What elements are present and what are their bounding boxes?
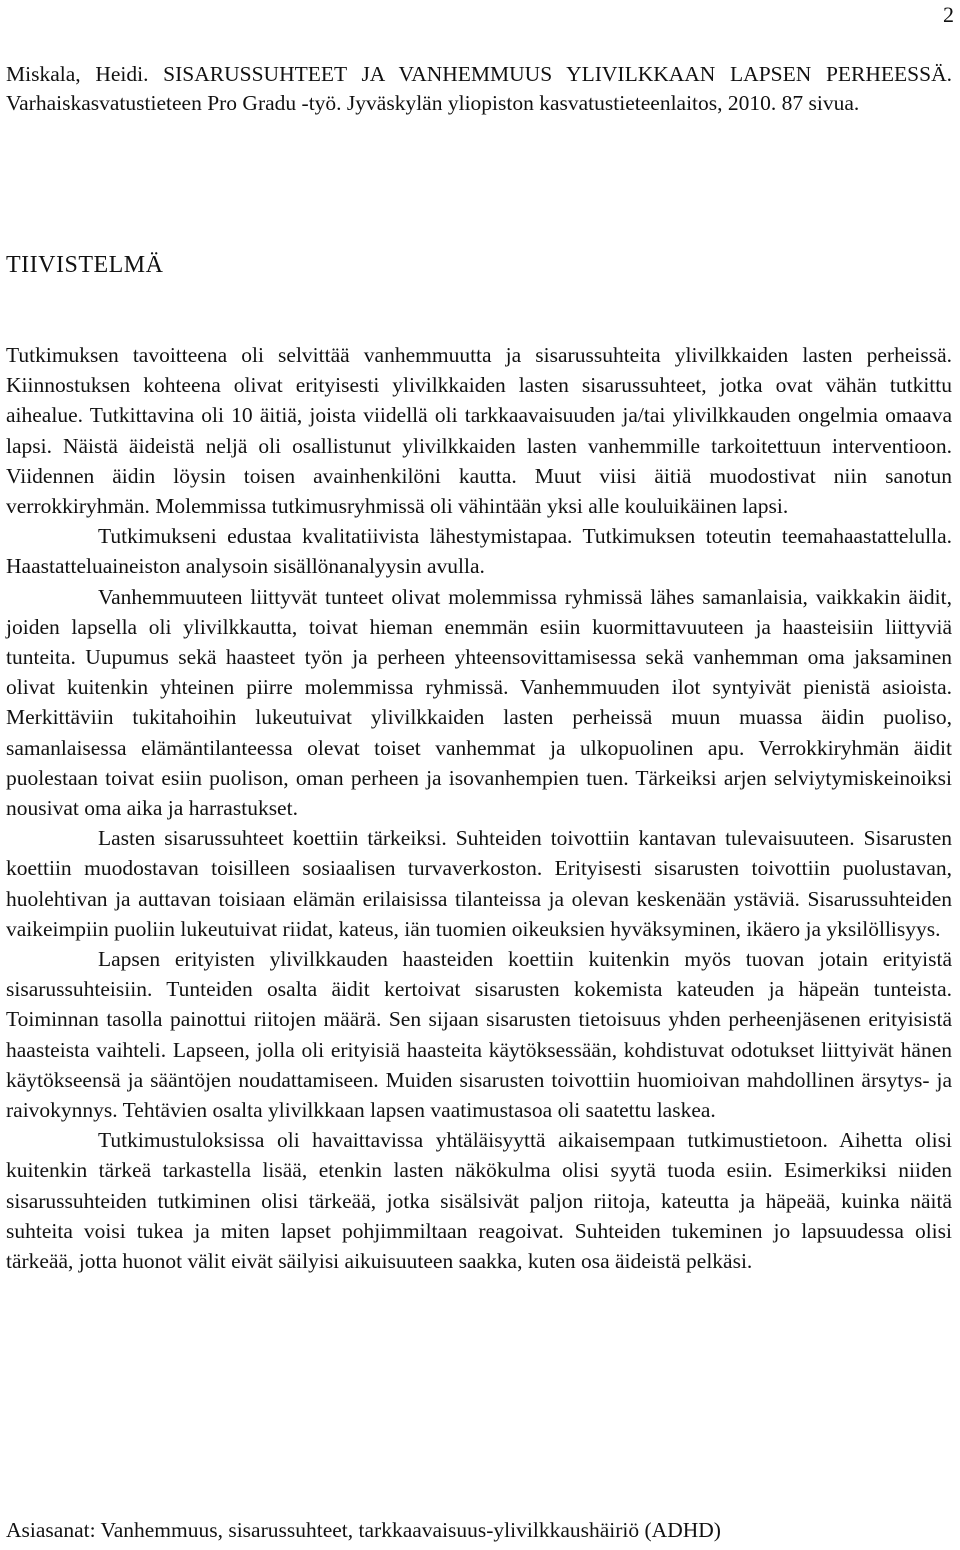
page-number: 2 <box>943 2 954 27</box>
abstract-heading: TIIVISTELMÄ <box>6 252 164 278</box>
thesis-citation: Miskala, Heidi. SISARUSSUHTEET JA VANHEMMUUS YLIVILKKAAN LAPSEN PERHEESSÄ. Varhaiskasvatustieteen Pro Gradu -työ. Jyväskylän yliopiston kasvatustieteenlaitos, 2010. 87 sivua. <box>6 62 952 115</box>
abstract-paragraph: Lasten sisarussuhteet koettiin tärkeiksi. Suhteiden toivottiin kantavan tulevaisuuteen. Sisarusten koettiin muodostavan toisilleen sosiaalisen turvaverkoston. Erityisesti sisarusten toivottiin puolustavan, huolehtivan ja auttavan toisiaan elämän erilaisissa tilanteissa ja olevan keskenään ystäviä. Sisarussuhteiden vaikeimpiin puoliin lukeutuivat riidat, kateus, iän tuomien oikeuksien hyväksyminen, ikäero ja yksilöllisyys. <box>6 826 952 941</box>
abstract-paragraph: Lapsen erityisten ylivilkkauden haasteiden koettiin kuitenkin myös tuovan jotain erityistä sisarussuhteisiin. Tunteiden osalta äidit kertoivat sisarusten kokemista kateuden ja häpeän tunteista. Toiminnan tasolla painottui riitojen määrä. Sen sijaan sisarusten tietoisuus yhden perheenjäsenen erityisistä haasteista vaihteli. Lapseen, jolla oli erityisiä haasteita käytöksessään, kohdistuvat odotukset liittyivät hänen käytökseensä ja sääntöjen noudattamiseen. Muiden sisarusten toivottiin huomioivan mahdollinen ärsytys- ja raivokynnys. Tehtävien osalta ylivilkkaan lapsen vaatimustasoa oli saatettu laskea. <box>6 947 952 1123</box>
keywords: Asiasanat: Vanhemmuus, sisarussuhteet, tarkkaavaisuus-ylivilkkaushäiriö (ADHD) <box>6 1518 721 1542</box>
abstract-paragraph: Vanhemmuuteen liittyvät tunteet olivat molemmissa ryhmissä lähes samanlaisia, vaikkakin äidit, joiden lapsella oli ylivilkkautta, toivat hieman enemmän esiin kuormittavuuteen ja haasteisiin liittyviä tunteita. Uupumus sekä haasteet työn ja perheen yhteensovittamisessa sekä vanhemman oma jaksaminen olivat kuitenkin yhteinen piirre molemmissa ryhmissä. Vanhemmuuden ilot syntyivät pienistä asioista. Merkittäviin tukitahoihin lukeutuivat ylivilkkaiden lasten perheissä muun muassa äidin puoliso, samanlaisessa elämäntilanteessa olevat toiset vanhemmat ja ulkopuolinen apu. Verrokkiryhmän äidit puolestaan toivat esiin puolison, oman perheen ja isovanhempien tuen. Tärkeiksi arjen selviytymiskeinoiksi nousivat oma aika ja harrastukset. <box>6 584 952 821</box>
abstract-body <box>6 340 952 1276</box>
abstract-paragraph: Tutkimukseni edustaa kvalitatiivista lähestymistapaa. Tutkimuksen toteutin teemahaastattelulla. Haastatteluaineiston analysoin sisällönanalyysin avulla. <box>6 524 952 579</box>
abstract-paragraph: Tutkimustuloksissa oli havaittavissa yhtäläisyyttä aikaisempaan tutkimustietoon. Aihetta olisi kuitenkin tärkeä tarkastella lisää, etenkin lasten näkökulma olisi syytä tuoda esiin. Esimerkiksi niiden sisarussuhteiden tutkiminen olisi tärkeää, jotka sisälsivät paljon riitoja, kateutta ja häpeää, kuinka näitä suhteita voisi tukea ja miten lapset pohjimmiltaan reagoivat. Suhteiden tukeminen jo lapsuudessa olisi tärkeää, jotta huonot välit eivät säilyisi aikuisuuteen saakka, kuten osa äideistä pelkäsi. <box>6 1128 952 1274</box>
abstract-paragraph: Tutkimuksen tavoitteena oli selvittää vanhemmuutta ja sisarussuhteita ylivilkkaiden lasten perheissä. Kiinnostuksen kohteena olivat erityisesti ylivilkkaiden lasten sisarussuhteet, jotka ovat vähän tutkittu aihealue. Tutkittavina oli 10 äitiä, joista viidellä oli tarkkaavaisuuden ja/tai ylivilkkauden ongelmia omaava lapsi. Näistä äideistä neljä oli osallistunut ylivilkkaiden lasten vanhemmille tarkoitettuun interventioon. Viidennen äidin löysin toisen avainhenkilöni kautta. Muut viisi äitiä muodostivat niin sanotun verrokkiryhmän. Molemmissa tutkimusryhmissä oli vähintään yksi alle kouluikäinen lapsi. <box>6 343 952 519</box>
